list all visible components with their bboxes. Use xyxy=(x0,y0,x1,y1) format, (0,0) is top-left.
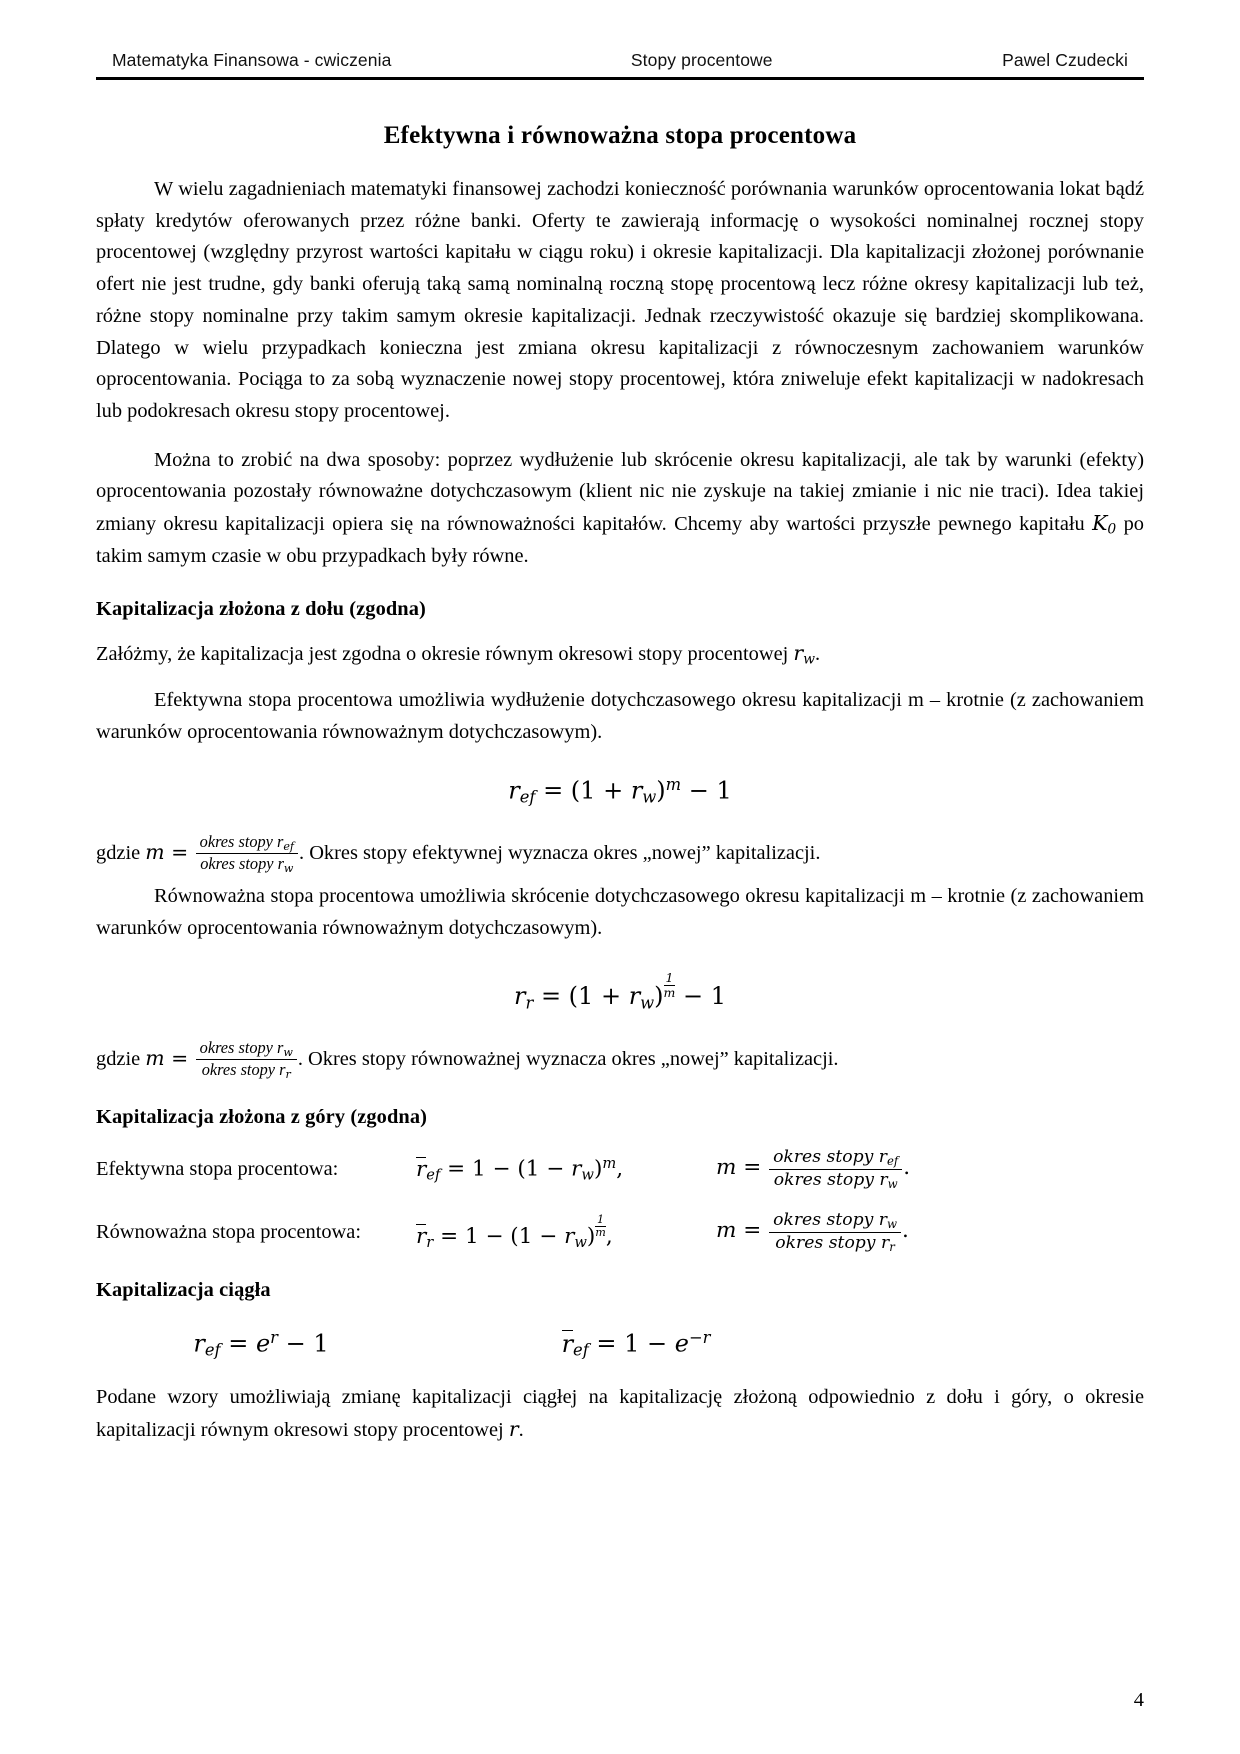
fraction-denominator-sub-rr: r xyxy=(285,1067,291,1081)
cont-right-exponent: −r xyxy=(688,1328,711,1348)
gory-rr-base-sub: w xyxy=(574,1233,587,1251)
where-prefix-rr: gdzie xyxy=(96,1048,146,1070)
header-author: Pawel Czudecki xyxy=(1002,50,1128,70)
closing-text: Podane wzory umożliwiają zmianę kapitalizacji ciągłej na kapitalizację złożoną odpowiednio z dołu i góry, o okresie kapitalizacji równym okresowi stopy procentowej xyxy=(96,1386,1144,1441)
assumption-text: Załóżmy, że kapitalizacja jest zgodna o okresie równym okresowi stopy procentowej xyxy=(96,643,794,666)
assumption-period: . xyxy=(815,643,821,666)
gory-ef-fraction xyxy=(769,1147,902,1192)
header-course-title: Matematyka Finansowa - cwiczenia xyxy=(112,50,392,70)
gory-rr-m: m xyxy=(716,1217,737,1243)
gory-ef-m: m xyxy=(716,1155,737,1181)
fraction-numerator-text-rr: okres stopy r xyxy=(199,1038,284,1058)
section-heading-ciagla: Kapitalizacja ciągła xyxy=(96,1279,271,1302)
rate-w-subscript: w xyxy=(803,651,816,668)
formula-ef-base-sub: w xyxy=(642,787,657,807)
formula-ef-eq: = (1 + xyxy=(535,776,631,805)
cont-right-lhs-sub: ef xyxy=(573,1341,589,1361)
formula-ef-exponent: m xyxy=(665,774,682,794)
intro-paragraph: W wielu zagadnieniach matematyki finansowej zachodzi konieczność porównania warunków oprocentowania lokat bądź spłaty kredytów oferowanych przez różne banki. Oferty te zawierają informację o wysokości nominalnej rocznej stopy procentowej (względny przyrost wartości kapitału w ciągu roku) i okresie kapitalizacji. Dla kapitalizacji złożonej porównanie ofert nie jest trudne, gdy banki oferują taką samą nominalną roczną stopę procentową lecz różne okresy kapitalizacji lub też, różne stopy nominalne przy takim samym okresie kapitalizacji. Jednak rzeczywistość okazuje się bardziej skomplikowana. Dlatego w wielu przypadkach konieczna jest zmiana okresu kapitalizacji z równoczesnym zachowaniem warunków oprocentowania. Pociąga to za sobą wyznaczenie nowej stopy procentowej, która zniweluje efekt kapitalizacji w nadokresach lub podokresach okresu stopy procentowej. xyxy=(96,178,1144,423)
gory-rr-period: . xyxy=(902,1217,909,1243)
section-heading-dolu: Kapitalizacja złożona z dołu (zgodna) xyxy=(96,598,426,621)
header-topic: Stopy procentowe xyxy=(630,50,773,70)
fraction-m-rr xyxy=(196,1038,297,1081)
formula-rr-eq: = (1 + xyxy=(533,981,629,1010)
gory-rr-fraction xyxy=(769,1210,901,1255)
gory-ef-frac-den-text: okres stopy r xyxy=(773,1169,888,1190)
formula-rr-exp-den: m xyxy=(663,984,676,1000)
gory-equivalent-formula xyxy=(416,1214,716,1251)
formula-equivalent-rate xyxy=(96,971,1144,1012)
closing-period: . xyxy=(518,1418,524,1441)
fraction-denominator-ef xyxy=(196,853,298,875)
cont-right-lhs: r xyxy=(561,1329,574,1358)
m-symbol-ef: m xyxy=(145,840,165,865)
m-equals-ef: = xyxy=(164,840,195,865)
formula-effective-rate xyxy=(96,775,1144,807)
gory-rr-close: ) xyxy=(586,1223,596,1249)
gory-row-equivalent xyxy=(96,1210,1144,1255)
gory-equivalent-m-definition xyxy=(716,1210,909,1255)
gory-ef-base: r xyxy=(571,1156,582,1182)
fraction-denominator-text-rr: okres stopy r xyxy=(201,1060,286,1080)
cont-left-e: e xyxy=(255,1329,271,1358)
effective-rate-intro: Efektywna stopa procentowa umożliwia wydłużenie dotychczasowego okresu kapitalizacji m – krotnie (z zachowaniem warunków oprocentowania równoważnym dotychczasowym). xyxy=(96,689,1144,743)
running-header xyxy=(96,50,1144,77)
gory-rr-frac-den-text: okres stopy r xyxy=(775,1232,890,1253)
fraction-denominator-text-ef: okres stopy r xyxy=(200,854,284,874)
gory-rr-lhs-sub: r xyxy=(426,1233,434,1251)
effective-where-line xyxy=(96,832,1144,875)
gory-effective-m-definition xyxy=(716,1147,910,1192)
gory-effective-label: Efektywna stopa procentowa: xyxy=(96,1157,339,1180)
gory-rr-frac-den-sub: r xyxy=(889,1239,895,1254)
fraction-numerator-sub-ef: ef xyxy=(283,840,294,854)
where-prefix-ef: gdzie xyxy=(96,842,146,865)
cont-right-overline xyxy=(562,1330,573,1356)
fraction-numerator-sub-rr: w xyxy=(283,1046,293,1060)
gory-rr-m-eq: = xyxy=(736,1217,769,1243)
gory-equivalent-label: Równoważna stopa procentowa: xyxy=(96,1220,361,1243)
gory-ef-m-eq: = xyxy=(736,1155,769,1181)
gory-ef-frac-den xyxy=(769,1169,902,1192)
formula-ef-close: ) xyxy=(656,776,666,805)
formula-rr-close: ) xyxy=(654,981,664,1010)
gory-effective-formula xyxy=(416,1155,716,1183)
fraction-numerator-text-ef: okres stopy r xyxy=(199,832,284,852)
cont-left-lhs-sub: ef xyxy=(204,1341,221,1361)
where-suffix-ef: . Okres stopy efektywnej wyznacza okres „nowej” kapitalizacji. xyxy=(299,842,821,865)
assumption-line xyxy=(96,638,1144,671)
section-heading-gory: Kapitalizacja złożona z góry (zgodna) xyxy=(96,1106,428,1129)
formula-rr-exp-num: 1 xyxy=(665,969,674,985)
gory-ef-overline xyxy=(416,1157,426,1181)
gory-ef-body: = 1 − (1 − xyxy=(440,1156,572,1182)
methods-paragraph-part2: po takim samym czasie w obu przypadkach były równe. xyxy=(96,513,1144,568)
page-number: 4 xyxy=(1133,1689,1144,1711)
fraction-m-ef xyxy=(196,832,298,875)
cont-right-e: e xyxy=(674,1329,689,1358)
gory-row-effective xyxy=(96,1147,1144,1192)
formula-ef-base: r xyxy=(630,776,643,805)
page-title: Efektywna i równoważna stopa procentowa xyxy=(383,122,857,149)
equivalent-where-line xyxy=(96,1038,1144,1081)
cont-right-eq: = 1 − xyxy=(588,1329,675,1358)
gory-ef-base-sub: w xyxy=(581,1166,594,1184)
gory-ef-close: ) xyxy=(593,1156,603,1182)
gory-ef-frac-num xyxy=(769,1147,902,1169)
formula-rr-exponent-fraction xyxy=(664,971,676,1000)
gory-rr-frac-num xyxy=(769,1210,901,1232)
gory-rr-comma: , xyxy=(605,1223,613,1249)
fraction-denominator-sub-ef: w xyxy=(283,862,294,876)
closing-paragraph xyxy=(96,1382,1144,1446)
continuous-formula-left xyxy=(96,1328,426,1360)
methods-paragraph xyxy=(96,445,1144,573)
formula-rr-lhs: r xyxy=(514,981,526,1010)
continuous-formulas xyxy=(96,1328,1144,1360)
continuous-formula-right xyxy=(426,1328,846,1360)
gory-rr-exp-num: 1 xyxy=(596,1212,605,1226)
gory-ef-lhs: r xyxy=(416,1156,427,1182)
cont-left-tail: − 1 xyxy=(277,1329,329,1358)
rate-w-symbol: r xyxy=(793,641,804,666)
gory-ef-frac-den-sub: w xyxy=(887,1176,898,1191)
gory-rr-base: r xyxy=(564,1223,575,1249)
fraction-numerator-ef xyxy=(196,832,298,853)
gory-rr-body: = 1 − (1 − xyxy=(433,1223,565,1249)
fraction-numerator-rr xyxy=(196,1038,297,1059)
formula-rr-base: r xyxy=(628,981,641,1010)
cont-left-exponent: r xyxy=(270,1328,278,1348)
formula-ef-tail: − 1 xyxy=(681,776,732,805)
formula-ef-lhs: r xyxy=(508,776,520,805)
m-symbol-rr: m xyxy=(145,1046,165,1070)
gory-rr-lhs: r xyxy=(416,1223,427,1249)
equivalent-rate-intro: Równoważna stopa procentowa umożliwia skrócenie dotychczasowego okresu kapitalizacji m – krotnie (z zachowaniem warunków oprocentowania równoważnym dotychczasowym). xyxy=(96,885,1144,939)
gory-rr-overline xyxy=(416,1224,426,1248)
m-equals-rr: = xyxy=(164,1046,195,1070)
gory-ef-lhs-sub: ef xyxy=(426,1166,441,1184)
gory-rr-frac-num-text: okres stopy r xyxy=(773,1209,887,1230)
gory-rr-frac-num-sub: w xyxy=(886,1216,897,1231)
formula-rr-tail: − 1 xyxy=(675,981,726,1010)
capital-symbol: K xyxy=(1092,511,1108,536)
formula-ef-lhs-sub: ef xyxy=(519,787,536,807)
methods-paragraph-part1: Można to zrobić na dwa sposoby: poprzez wydłużenie lub skrócenie okresu kapitalizacji, ale tak by warunki (efekty) oprocentowania pozostały równoważne dotychczasowym (klient nic nie zyskuje na takiej zmianie i nic nie traci). Idea takiej zmiany okresu kapitalizacji opiera się na równoważności kapitałów. Chcemy aby wartości przyszłe pewnego kapitału xyxy=(96,448,1144,536)
fraction-denominator-rr xyxy=(196,1059,297,1081)
formula-rr-base-sub: w xyxy=(640,993,655,1013)
capital-symbol-subscript: 0 xyxy=(1107,521,1117,538)
gory-ef-frac-num-text: okres stopy r xyxy=(773,1147,887,1168)
gory-ef-comma: , xyxy=(616,1156,624,1182)
where-suffix-rr: . Okres stopy równoważnej wyznacza okres „nowej” kapitalizacji. xyxy=(297,1048,839,1070)
cont-left-lhs: r xyxy=(193,1329,205,1358)
gory-rr-frac-den xyxy=(769,1232,901,1255)
rate-r-symbol: r xyxy=(508,1416,519,1441)
gory-ef-exponent: m xyxy=(602,1155,617,1173)
gory-ef-period: . xyxy=(903,1155,911,1181)
gory-rr-exp-den: m xyxy=(595,1226,606,1240)
cont-left-eq: = xyxy=(220,1329,256,1358)
gory-ef-frac-num-sub: ef xyxy=(886,1154,899,1169)
formula-rr-lhs-sub: r xyxy=(525,993,534,1013)
gory-rr-exponent-fraction xyxy=(595,1214,606,1240)
header-divider xyxy=(96,77,1144,80)
